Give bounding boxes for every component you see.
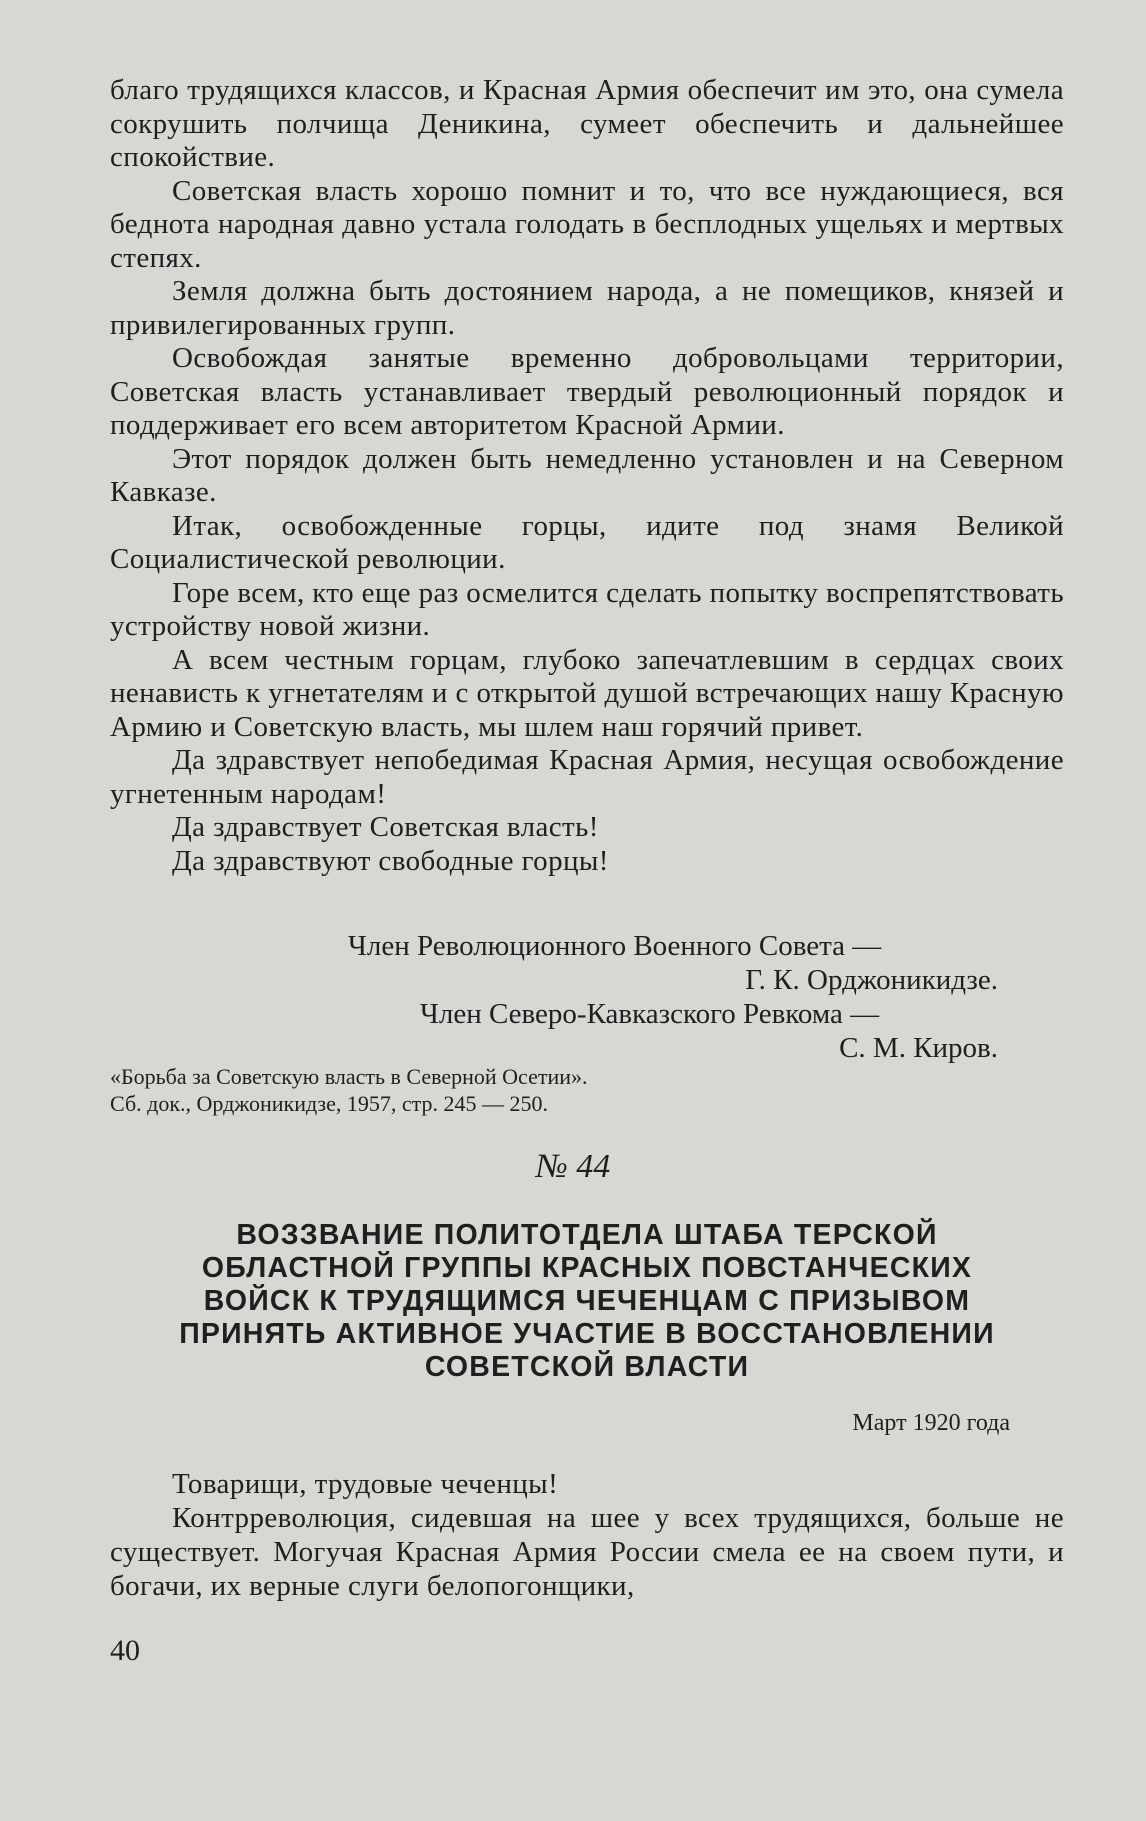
- source-line: «Борьба за Советскую власть в Северной Осетии».: [110, 1064, 588, 1089]
- source-line: Сб. док., Орджоникидзе, 1957, стр. 245 — 250.: [110, 1091, 549, 1116]
- page-number: 40: [110, 1634, 140, 1667]
- heading-line: ВОЙСК К ТРУДЯЩИМСЯ ЧЕЧЕНЦАМ С ПРИЗЫВОМ: [203, 1285, 971, 1317]
- body-text-bottom: [110, 1467, 1064, 1603]
- paragraph: Советская власть хорошо помнит и то, что все нуждающиеся, вся беднота народная давно устала голодать в бесплодных ущельях и мертвых степях.: [110, 174, 1064, 274]
- heading-line: ПРИНЯТЬ АКТИВНОЕ УЧАСТИЕ В ВОССТАНОВЛЕНИИ: [179, 1318, 995, 1350]
- document-number: № 44: [535, 1148, 611, 1185]
- source-citation: [110, 1063, 588, 1117]
- paragraph: благо трудящихся классов, и Красная Армия обеспечит им это, она сумела сокрушить полчища Деникина, сумеет обеспечить и дальнейшее спокойствие.: [110, 74, 1064, 173]
- paragraph: Да здравствуют свободные горцы!: [172, 844, 609, 877]
- paragraph: А всем честным горцам, глубоко запечатлевшим в сердцах своих ненависть к угнетателям и с открытой душой встречающих нашу Красную Армию и Советскую власть, мы шлем наш горячий привет.: [110, 643, 1064, 743]
- paragraph: Итак, освобожденные горцы, идите под знамя Великой Социалистической революции.: [110, 509, 1064, 575]
- signature-name-1: Г. К. Орджоникидзе.: [745, 964, 998, 996]
- signature-title-2: Член Северо-Кавказского Ревкома —: [420, 998, 880, 1030]
- signature-name-2: С. М. Киров.: [839, 1032, 998, 1064]
- paragraph: Да здравствует непобедимая Красная Армия, несущая освобождение угнетенным народам!: [110, 744, 1064, 810]
- heading-line: ОБЛАСТНОЙ ГРУППЫ КРАСНЫХ ПОВСТАНЧЕСКИХ: [201, 1252, 973, 1284]
- signature-title-1: Член Революционного Военного Совета —: [348, 930, 882, 962]
- paragraph: Да здравствует Советская власть!: [172, 811, 599, 843]
- heading-line: СОВЕТСКОЙ ВЛАСТИ: [424, 1351, 750, 1383]
- document-date: Март 1920 года: [852, 1410, 1010, 1436]
- paragraph: Горе всем, кто еще раз осмелится сделать попытку воспрепятствовать устройству новой жизни.: [110, 576, 1064, 642]
- document-heading: [110, 1219, 1064, 1384]
- heading-line: ВОЗЗВАНИЕ ПОЛИТОТДЕЛА ШТАБА ТЕРСКОЙ: [236, 1219, 938, 1251]
- paragraph: Товарищи, трудовые чеченцы!: [172, 1468, 559, 1500]
- paragraph: Контрреволюция, сидевшая на шее у всех трудящихся, больше не существует. Могучая Красная Армия России смела ее на своем пути, и богачи, их верные слуги белопогонщики,: [110, 1502, 1064, 1602]
- paragraph: Этот порядок должен быть немедленно установлен и на Северном Кавказе.: [110, 442, 1064, 508]
- body-text-top: [110, 74, 1064, 878]
- paragraph: Земля должна быть достоянием народа, а не помещиков, князей и привилегированных групп.: [110, 275, 1064, 341]
- paragraph: Освобождая занятые временно добровольцами территории, Советская власть устанавливает твердый революционный порядок и поддерживает его всем авторитетом Красной Армии.: [110, 342, 1064, 441]
